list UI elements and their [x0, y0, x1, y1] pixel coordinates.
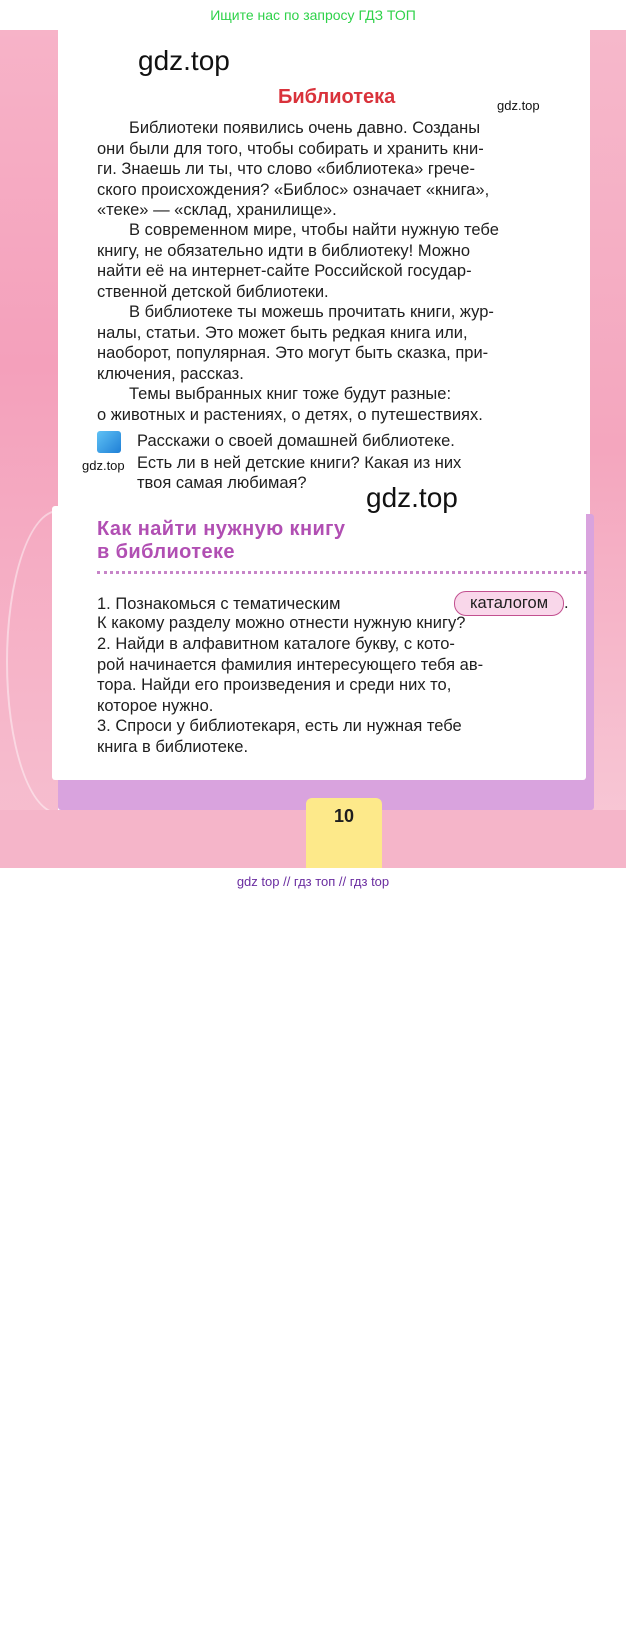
- text-line: ключения, рассказ.: [97, 364, 244, 383]
- text-line: ственной детской библиотеки.: [97, 282, 329, 301]
- text-line: ги. Знаешь ли ты, что слово «библиотека» грече-: [97, 160, 475, 178]
- text-line: Темы выбранных книг тоже будут разные:: [129, 385, 452, 403]
- text-line: книга в библиотеке.: [97, 737, 249, 756]
- text-line: ского происхождения? «Библос» означает «книга»,: [97, 180, 490, 199]
- text-line: рой начинается фамилия интересующего тебя ав-: [97, 655, 484, 674]
- paragraph-4: [97, 384, 591, 425]
- text-line: они были для того, чтобы собирать и хранить кни-: [97, 139, 484, 158]
- question-line: твоя самая любимая?: [137, 474, 307, 492]
- paragraph-2: [97, 220, 591, 302]
- watermark: gdz.top: [366, 482, 458, 513]
- text-line: тора. Найди его произведения и среди них то,: [97, 676, 452, 694]
- page-number: 10: [333, 806, 355, 826]
- step-2: [97, 634, 565, 716]
- paragraph-3: [97, 302, 591, 384]
- page-title: Библиотека: [278, 86, 396, 108]
- question-icon: [97, 431, 121, 453]
- floral-ornament-bottom: [520, 1430, 614, 1634]
- right-decorative-border: [590, 30, 626, 868]
- text-line: В современном мире, чтобы найти нужную тебе: [129, 221, 499, 239]
- left-decorative-border: [0, 30, 58, 868]
- question-line: Есть ли в ней детские книги? Какая из них: [137, 454, 462, 472]
- text-line: Библиотеки появились очень давно. Созданы: [129, 119, 481, 137]
- text-line: «теке» — «склад, хранилище».: [97, 201, 337, 219]
- text-line: книгу, не обязательно идти в библиотеку! Можно: [97, 241, 471, 260]
- question-line: Расскажи о своей домашней библиотеке.: [137, 432, 455, 450]
- step-1-text: 1. Познакомься с тематическим: [97, 595, 341, 613]
- dotted-divider: [97, 571, 587, 574]
- text-line: К какому разделу можно отнести нужную книгу?: [97, 614, 466, 632]
- step-1-end: .: [564, 594, 569, 612]
- highlighted-term: каталогом: [454, 591, 564, 616]
- step-3: [97, 716, 565, 757]
- text-line: 3. Спроси у библиотекаря, есть ли нужная тебе: [97, 717, 462, 735]
- text-line: о животных и растениях, о детях, о путешествиях.: [97, 405, 483, 424]
- watermark: gdz.top: [82, 458, 125, 473]
- text-line: 2. Найди в алфавитном каталоге букву, с кото-: [97, 635, 455, 653]
- text-line: наоборот, популярная. Это могут быть сказка, при-: [97, 344, 489, 362]
- step-1-continuation: [97, 613, 565, 634]
- text-line: которое нужно.: [97, 696, 214, 715]
- footer-watermark: gdz top // гдз топ // гдз top: [0, 868, 626, 899]
- paragraph-1: [97, 118, 591, 221]
- info-box-title: Как найти нужную книгу: [97, 518, 346, 540]
- watermark: gdz.top: [138, 45, 230, 76]
- text-line: налы, статьи. Это может быть редкая книга или,: [97, 323, 468, 342]
- top-banner: Ищите нас по запросу ГДЗ ТОП: [210, 7, 416, 23]
- info-box-title: в библиотеке: [97, 541, 235, 563]
- watermark: gdz.top: [497, 98, 540, 113]
- text-line: В библиотеке ты можешь прочитать книги, жур-: [129, 303, 494, 321]
- text-line: найти её на интернет-сайте Российской государ-: [97, 262, 472, 280]
